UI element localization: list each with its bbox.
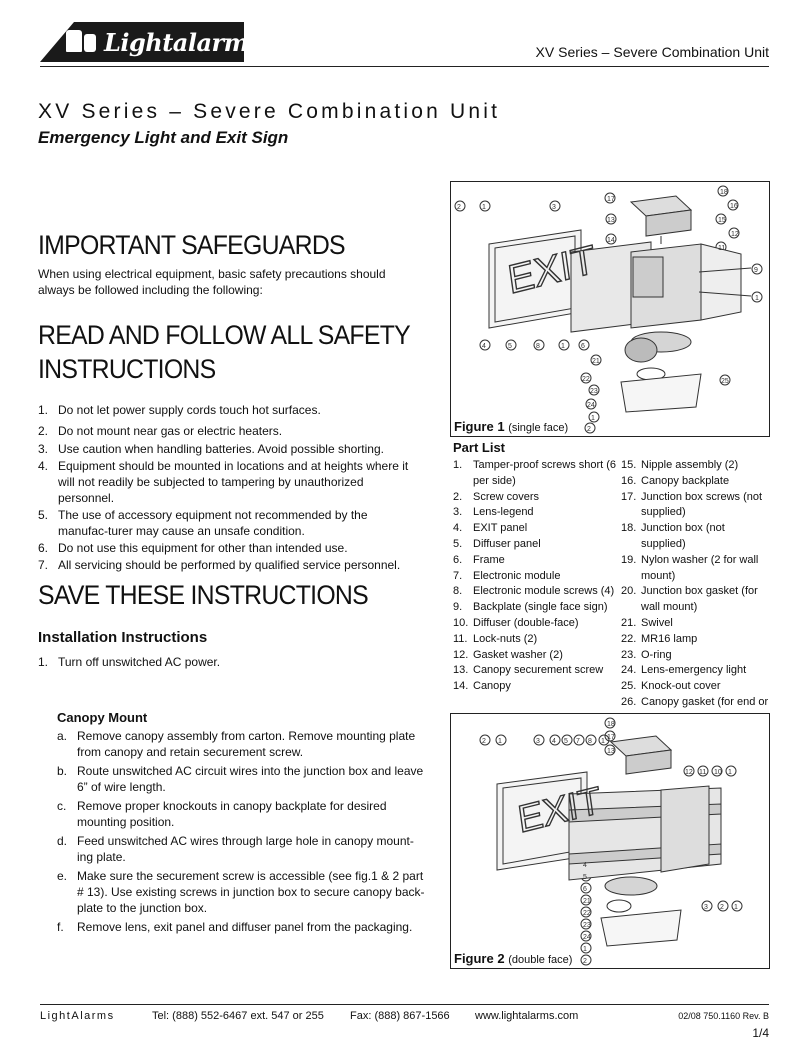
list-item: 3. Lens-legend	[453, 506, 534, 519]
svg-text:21: 21	[592, 358, 600, 365]
canopy-list	[57, 728, 427, 935]
list-item: 5. Diffuser panel	[453, 537, 541, 550]
list-item: b. Route unswitched AC circuit wires into the junction box and leave 6” of wire length.	[57, 764, 424, 794]
list-item: 9. Backplate (single face sign)	[453, 601, 608, 614]
svg-text:6: 6	[583, 886, 587, 893]
svg-text:1: 1	[561, 343, 565, 350]
svg-text:13: 13	[607, 217, 615, 224]
svg-text:3: 3	[536, 738, 540, 745]
list-item: 22. MR16 lamp	[621, 632, 698, 645]
list-item: 2. Screw covers	[453, 490, 540, 503]
list-item: 26. Canopy gasket (for end or	[621, 695, 769, 708]
svg-text:2: 2	[482, 738, 486, 745]
list-item: 1. Do not let power supply cords touch hot surfaces.	[38, 403, 321, 417]
svg-text:16: 16	[730, 203, 738, 210]
list-item: 7. Electronic module	[453, 569, 561, 582]
svg-text:1: 1	[755, 295, 759, 302]
svg-text:4: 4	[583, 862, 587, 869]
svg-text:5: 5	[583, 874, 587, 881]
save-heading: SAVE THESE INSTRUCTIONS	[38, 580, 368, 610]
svg-text:8: 8	[588, 738, 592, 745]
list-item: 4. Equipment should be mounted in locations and at heights where it will not readily be subjected to tampering by unauthorized personnel.	[38, 459, 409, 505]
list-item: 17. Junction box screws (not supplied)	[621, 490, 763, 519]
list-item: 14. Canopy	[453, 680, 511, 693]
svg-text:9: 9	[754, 267, 758, 274]
footer-revision: 02/08 750.1160 Rev. B	[678, 1011, 769, 1021]
part-list-col2	[621, 458, 771, 727]
svg-text:18: 18	[607, 721, 615, 728]
header-divider	[40, 66, 769, 67]
safeguards-intro: When using electrical equipment, basic safety precautions should always be followed including the following:	[38, 267, 386, 297]
list-item: 1. Tamper-proof screws short (6 per side)	[453, 459, 617, 487]
figure-2-diagram	[451, 714, 769, 968]
svg-text:3: 3	[552, 204, 556, 211]
svg-text:23: 23	[590, 388, 598, 395]
list-item: 1. Turn off unswitched AC power.	[38, 655, 221, 669]
installation-heading: Installation Instructions	[38, 629, 208, 646]
part-list-col1	[453, 458, 617, 695]
list-item: c. Remove proper knockouts in canopy backplate for desired mounting position.	[57, 799, 387, 829]
list-item: 21. Swivel	[621, 616, 673, 629]
svg-text:1: 1	[728, 769, 732, 776]
figure-1-caption: Figure 1 (single face)	[454, 419, 569, 434]
page-subtitle: Emergency Light and Exit Sign	[38, 128, 289, 147]
svg-text:4: 4	[482, 343, 486, 350]
svg-text:21: 21	[583, 898, 591, 905]
list-item: 12. Gasket washer (2)	[453, 648, 563, 661]
list-item: e. Make sure the securement screw is accessible (see fig.1 & 2 part # 13). Use existing screws in junction box to secure canopy back-plate to the junction box.	[57, 869, 425, 915]
svg-text:15: 15	[718, 217, 726, 224]
figure-2	[450, 713, 770, 969]
footer-fax: Fax: (888) 867-1566	[350, 1010, 450, 1022]
svg-text:22: 22	[583, 910, 591, 917]
installation-list	[38, 654, 418, 670]
list-item: 24. Lens-emergency light	[621, 664, 747, 677]
logo-wordmark: Lightalarms	[104, 28, 262, 57]
svg-text:11: 11	[718, 245, 726, 252]
svg-text:5: 5	[564, 738, 568, 745]
list-item: 11. Lock-nuts (2)	[453, 632, 538, 645]
footer-divider	[40, 1004, 769, 1005]
svg-text:17: 17	[607, 196, 615, 203]
list-item: 19. Nylon washer (2 for wall mount)	[621, 553, 759, 582]
svg-text:12: 12	[685, 769, 693, 776]
lightalarms-logo	[40, 22, 262, 62]
list-item: 4. EXIT panel	[453, 522, 528, 535]
svg-text:23: 23	[583, 922, 591, 929]
footer-website[interactable]: www.lightalarms.com	[475, 1010, 579, 1022]
list-item: 6. Do not use this equipment for other than intended use.	[38, 541, 348, 555]
svg-text:11: 11	[699, 769, 707, 776]
list-item: f. Remove lens, exit panel and diffuser panel from the packaging.	[57, 920, 413, 934]
svg-text:24: 24	[583, 934, 591, 941]
figure-2-caption: Figure 2 (double face)	[454, 951, 573, 966]
list-item: 2. Do not mount near gas or electric heaters.	[38, 424, 283, 438]
header-title: XV Series – Severe Combination Unit	[535, 44, 769, 60]
list-item: 23. O-ring	[621, 648, 672, 661]
figure-2-exit-legend: EXIT	[515, 779, 604, 842]
safeguards-heading: IMPORTANT SAFEGUARDS	[38, 230, 345, 260]
list-item: 13. Canopy securement screw	[453, 664, 604, 677]
canopy-heading: Canopy Mount	[57, 710, 148, 725]
part-list-title: Part List	[453, 440, 506, 455]
list-item: a. Remove canopy assembly from carton. Remove mounting plate from canopy and retain securement screw.	[57, 729, 416, 759]
footer-phone: Tel: (888) 552-6467 ext. 547 or 255	[152, 1010, 324, 1022]
svg-text:1: 1	[601, 738, 605, 745]
list-item: 7. All servicing should be performed by qualified service personnel.	[38, 558, 401, 572]
list-item: 8. Electronic module screws (4)	[453, 585, 615, 598]
svg-text:3: 3	[704, 904, 708, 911]
svg-text:4: 4	[552, 738, 556, 745]
svg-text:10: 10	[714, 769, 722, 776]
svg-text:5: 5	[508, 343, 512, 350]
svg-text:6: 6	[581, 343, 585, 350]
svg-text:22: 22	[582, 376, 590, 383]
safety-list	[38, 402, 420, 573]
svg-text:1: 1	[498, 738, 502, 745]
svg-text:1: 1	[591, 415, 595, 422]
svg-text:1: 1	[583, 946, 587, 953]
svg-text:8: 8	[536, 343, 540, 350]
figure-1-diagram	[451, 182, 769, 436]
list-item: 10. Diffuser (double-face)	[453, 616, 579, 629]
list-item: 16. Canopy backplate	[621, 474, 730, 487]
svg-text:17: 17	[607, 734, 615, 741]
list-item: 20. Junction box gasket (for wall mount)	[621, 585, 758, 614]
svg-text:12: 12	[731, 231, 739, 238]
svg-text:18: 18	[720, 189, 728, 196]
figure-1	[450, 181, 770, 437]
svg-text:2: 2	[587, 426, 591, 433]
svg-text:14: 14	[607, 237, 615, 244]
list-item: 25. Knock-out cover	[621, 680, 721, 693]
svg-text:2: 2	[583, 958, 587, 965]
svg-text:24: 24	[587, 402, 595, 409]
footer-company: LightAlarms	[40, 1010, 115, 1022]
svg-text:1: 1	[482, 204, 486, 211]
list-item: 15. Nipple assembly (2)	[621, 459, 739, 471]
svg-text:25: 25	[721, 378, 729, 385]
svg-text:7: 7	[576, 738, 580, 745]
list-item: 6. Frame	[453, 553, 505, 566]
list-item: 3. Use caution when handling batteries. Avoid possible shorting.	[38, 442, 384, 456]
read-follow-heading-line2: INSTRUCTIONS	[38, 354, 216, 384]
figure-1-exit-legend: EXIT	[505, 237, 599, 303]
list-item: d. Feed unswitched AC wires through large hole in canopy mount-ing plate.	[57, 834, 414, 864]
page-title: XV Series – Severe Combination Unit	[38, 100, 501, 123]
read-follow-heading-line1: READ AND FOLLOW ALL SAFETY	[38, 320, 410, 350]
svg-text:2: 2	[457, 204, 461, 211]
svg-text:13: 13	[607, 748, 615, 755]
svg-text:2: 2	[720, 904, 724, 911]
page-number: 1/4	[752, 1026, 769, 1040]
list-item: 5. The use of accessory equipment not recommended by the manufac-turer may cause an unsafe condition.	[38, 508, 368, 538]
list-item: 18. Junction box (not supplied)	[621, 522, 725, 550]
svg-text:1: 1	[734, 904, 738, 911]
